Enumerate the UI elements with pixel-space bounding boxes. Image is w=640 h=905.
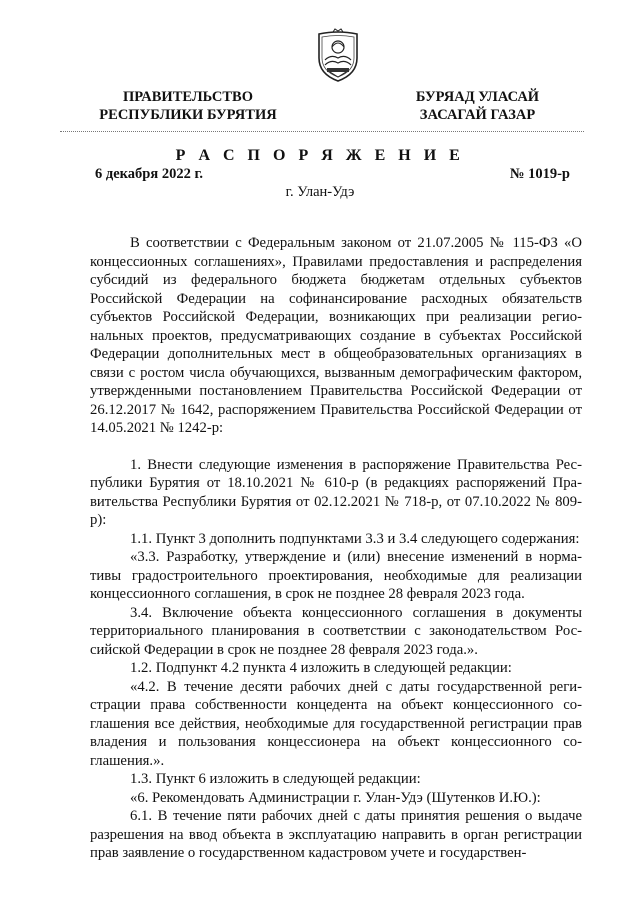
header-divider xyxy=(60,131,584,132)
paragraph-item-1-3: 1.3. Пункт 6 изложить в следующей редакции: xyxy=(130,771,421,787)
document-title: Р А С П О Р Я Ж Е Н И Е xyxy=(175,147,465,164)
paragraph-item-1-1: 1.1. Пункт 3 дополнить подпунктами 3.3 и 3.4 следующего содержания: xyxy=(130,530,580,547)
document-body xyxy=(90,234,582,863)
paragraph-item-1: 1. Внести следующие изменения в распоряжение Правительства Республики Бурятия от 18.10.2021 № 610-р (в редакциях распоряжений Правительства Республики Бурятия от 02.12.2021 № 718-р, от 07.10.2022 № 809-р): xyxy=(90,456,582,528)
paragraph-item-4-2: «4.2. В течение десяти рабочих дней с даты государственной регистрации права собственности концедента на объект концессионного соглашения все действия, необходимые для государственной регистрации прав владения и пользования концессионера на объект концессионного соглашения.». xyxy=(90,678,582,769)
government-name-line2: РЕСПУБЛИКИ БУРЯТИЯ xyxy=(99,107,277,123)
government-name-buryat-line2: ЗАСАГАЙ ГАЗАР xyxy=(419,107,536,123)
government-name-russian xyxy=(88,88,288,124)
paragraph-item-6-1: 6.1. В течение пяти рабочих дней с даты принятия решения о выдаче разрешения на ввод объекта в эксплуатацию направить в орган регистрации прав заявление о государственном кадастровом учете и государствен- xyxy=(90,808,582,861)
coat-of-arms-icon xyxy=(313,28,363,84)
document-city: г. Улан-Удэ xyxy=(285,184,355,200)
government-name-buryat-line1: БУРЯАД УЛАСАЙ xyxy=(415,89,540,105)
paragraph-preamble: В соответствии с Федеральным законом от 21.07.2005 № 115-ФЗ «О концессионных соглашениях», Правилами предоставления и распределения субсидий из федерального бюджета бюджетам отдельных субъектов Российской Федерации на софинансирование расходных обязательств субъектов Российской Федерации, возникающих при реализации региональных проектов, предусматривающих создание в субъектах Российской Федерации дополнительных мест в общеобразовательных организациях в связи с ростом числа обучающихся, вызванным демографическим фактором, утвержденными постановлением Правительства Российской Федерации от 26.12.2017 № 1642, распоряжением Правительства Российской Федерации от 14.05.2021 № 1242-р: xyxy=(90,235,582,436)
paragraph-item-6: «6. Рекомендовать Администрации г. Улан-Удэ (Шутенков И.Ю.): xyxy=(130,789,541,806)
paragraph-item-3-3: «3.3. Разработку, утверждение и (или) внесение изменений в нормативы градостроительного проектирования, необходимые для реализации концессионного соглашения, в срок не позднее 28 февраля 2023 года. xyxy=(90,549,582,602)
paragraph-item-3-4: 3.4. Включение объекта концессионного соглашения в документы территориального планирования в соответствии с законодательством Российской Федерации в срок не позднее 28 февраля 2023 года.». xyxy=(90,604,582,658)
paragraph-item-1-2: 1.2. Подпункт 4.2 пункта 4 изложить в следующей редакции: xyxy=(130,660,512,676)
document-number: № 1019-р xyxy=(509,166,570,182)
document-date: 6 декабря 2022 г. xyxy=(95,166,204,182)
government-name-line1: ПРАВИТЕЛЬСТВО xyxy=(123,89,253,105)
government-name-buryat xyxy=(390,88,565,124)
